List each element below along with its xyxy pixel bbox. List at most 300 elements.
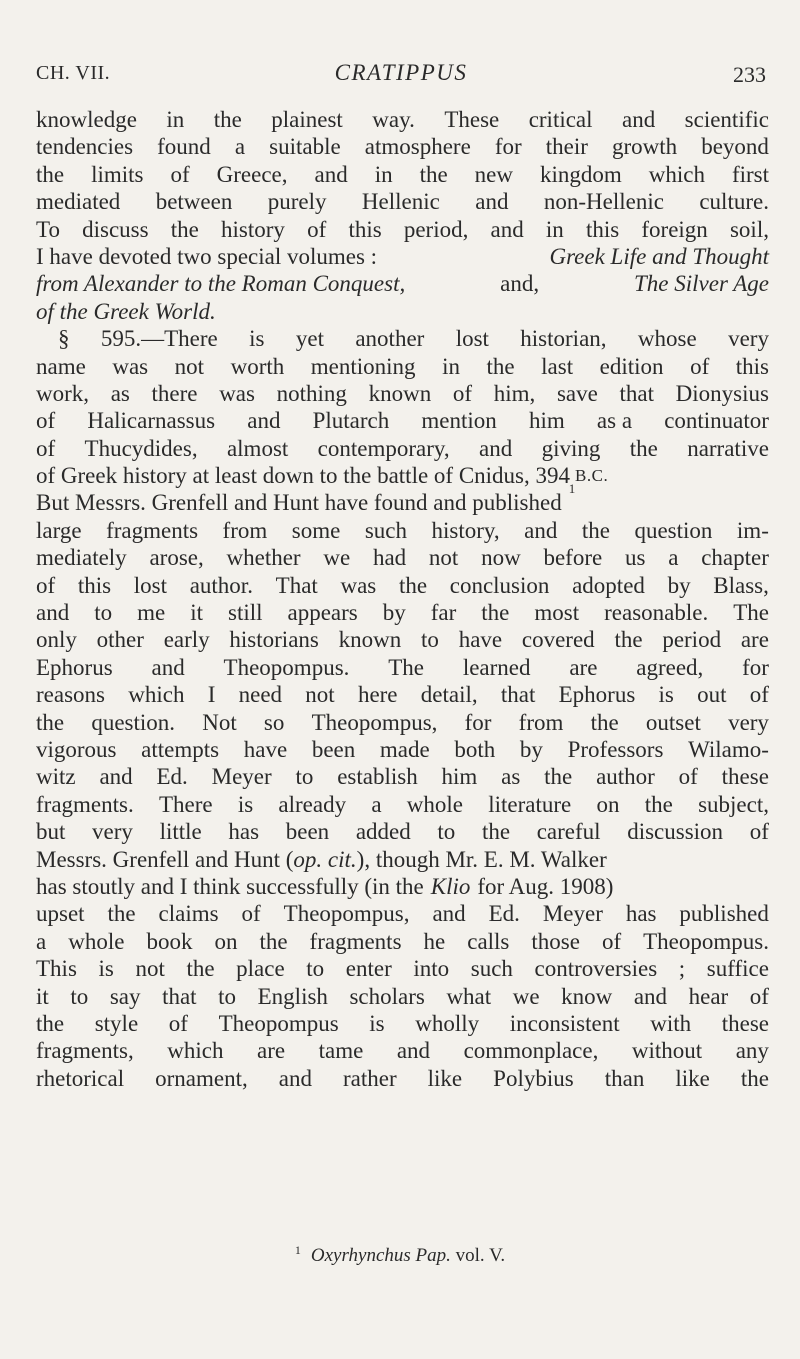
era-abbrev: B.C. (575, 466, 609, 486)
word: Meyer (542, 901, 603, 927)
word: large (36, 517, 82, 543)
word: of (241, 901, 261, 927)
word: added (355, 819, 411, 845)
word: attempts (141, 736, 220, 762)
word: To (36, 216, 60, 242)
word: is (98, 956, 114, 982)
word: witz (36, 764, 76, 790)
word: upset (36, 901, 85, 927)
word: limits (91, 161, 144, 187)
chapter-label: CH. VII. (36, 62, 111, 84)
text-run: ), though Mr. E. M. Walker (356, 846, 607, 872)
word: wholly (415, 1010, 480, 1036)
word: we (512, 983, 540, 1009)
word: a (668, 545, 679, 571)
word: yet (295, 326, 324, 352)
word: have (458, 627, 503, 653)
word: any (735, 1038, 769, 1064)
word: in (374, 161, 393, 187)
word: beyond (701, 134, 769, 160)
footnote (0, 1243, 800, 1267)
word: that (162, 983, 197, 1009)
word: and (151, 654, 185, 680)
book-title: The Silver Age (634, 271, 769, 297)
word: is (658, 682, 674, 708)
word: the (614, 627, 643, 653)
word: covered (521, 627, 595, 653)
text-line (36, 517, 769, 544)
word: early (163, 627, 210, 653)
word: the (481, 819, 511, 845)
text-line (36, 572, 769, 599)
word: what (446, 983, 492, 1009)
word: and (475, 189, 509, 215)
citation: op. cit. (293, 846, 357, 872)
text-line (36, 791, 769, 818)
word: Ephorus (36, 654, 113, 680)
word: lost (455, 326, 489, 352)
word: Theopompus. (223, 654, 350, 680)
word: their (545, 134, 588, 160)
text-run: But Messrs. Grenfell and Hunt have found and published (36, 490, 562, 516)
word: known (338, 627, 402, 653)
word: These (444, 107, 500, 132)
word: narrative (687, 435, 769, 461)
footnote-source: Oxyrhynchus Pap. (310, 1245, 451, 1266)
word: say (109, 983, 141, 1009)
word: detail, (420, 682, 478, 708)
word: already (278, 791, 347, 817)
word: growth (611, 134, 678, 160)
word: a (371, 791, 382, 817)
word: Ephorus (558, 682, 636, 708)
text-line (36, 161, 769, 188)
word: culture. (699, 189, 769, 215)
word: of (452, 380, 473, 406)
word: Theopompus. (643, 928, 769, 954)
word: for (494, 134, 522, 160)
word: had (372, 545, 407, 571)
word: 595.—There (100, 326, 218, 352)
word: of (690, 353, 710, 379)
word: rhetorical (36, 1065, 125, 1091)
word: the (36, 1010, 65, 1036)
word: the (481, 600, 510, 626)
word: Meyer (211, 764, 272, 790)
text-line (36, 626, 769, 653)
word: outset (645, 709, 701, 735)
text-line (36, 681, 769, 708)
word: such (364, 517, 407, 543)
word: been (285, 819, 330, 845)
text-line (36, 462, 769, 489)
word: ornament, (155, 1065, 248, 1091)
word: is (369, 1010, 385, 1036)
word: suitable (269, 134, 341, 160)
word: edition (599, 353, 664, 379)
word: mediated (36, 189, 121, 215)
word: here (357, 682, 398, 708)
word: period, (403, 216, 469, 242)
text-line (36, 544, 769, 571)
word: Polybius (493, 1065, 574, 1091)
text-run: for Aug. 1908) (477, 873, 614, 899)
word: period (662, 627, 722, 653)
word: to (295, 764, 314, 790)
word: and (490, 216, 524, 242)
word: which (648, 161, 705, 187)
word: been (311, 736, 356, 762)
word: Halicarnassus (87, 408, 216, 434)
word: enter (345, 956, 392, 982)
word: of (749, 819, 769, 845)
word: The (733, 600, 769, 626)
word: between (155, 189, 233, 215)
word: the (590, 709, 619, 735)
word: historian, (520, 326, 607, 352)
word: a (36, 928, 47, 954)
word: we (323, 545, 351, 571)
word: Theopompus (218, 1010, 339, 1036)
word: mediately (36, 545, 127, 571)
word: most (534, 600, 580, 626)
word: conclusion (449, 572, 550, 598)
word: me (137, 600, 166, 626)
word: whole (406, 791, 463, 817)
word: with (650, 1010, 692, 1036)
text-run: Messrs. Grenfell and Hunt ( (36, 846, 294, 872)
word: soil, (729, 216, 769, 242)
text-line (36, 955, 769, 982)
word: chapter (701, 545, 769, 571)
word: that (619, 380, 654, 406)
word: I (207, 682, 216, 708)
word: us (624, 545, 646, 571)
word: mentioning (310, 353, 416, 379)
word: establish (337, 764, 418, 790)
word: and (99, 764, 133, 790)
word: before (543, 545, 603, 571)
word: adopted (572, 572, 645, 598)
word: Professors (567, 736, 664, 762)
text-line (36, 1037, 769, 1064)
word: tame (318, 1038, 364, 1064)
word: to (218, 983, 237, 1009)
word: historians (229, 627, 319, 653)
word: and (36, 600, 70, 626)
word: foreign (641, 216, 708, 242)
word: rather (343, 1065, 397, 1091)
word: arose, (149, 545, 204, 571)
word: not (135, 956, 165, 982)
word: it (190, 600, 203, 626)
text-line (36, 873, 769, 900)
word: agreed, (636, 654, 704, 680)
text-line (36, 216, 769, 243)
word: the (186, 956, 215, 982)
word: the (644, 791, 673, 817)
word: scholars (349, 983, 425, 1009)
word: and (622, 107, 656, 132)
text-line (36, 188, 769, 215)
word: continuator (664, 408, 769, 434)
word: has (625, 901, 657, 927)
word: discussion (627, 819, 724, 845)
text-line (36, 270, 769, 297)
word: claims (158, 901, 219, 927)
word: a (234, 134, 246, 160)
word: by (382, 600, 406, 626)
word: careful (536, 819, 601, 845)
word: history, (431, 517, 500, 543)
word: and (432, 901, 466, 927)
word: suffice (706, 956, 769, 982)
word: is (249, 326, 265, 352)
text-line (36, 353, 769, 380)
text-line (36, 481, 769, 516)
word: the (544, 764, 573, 790)
text-line (36, 435, 769, 462)
word: from (222, 517, 268, 543)
text-line (36, 846, 769, 873)
word: as (501, 764, 521, 790)
word: in (545, 216, 564, 242)
word: not (428, 545, 459, 571)
word: Ed. (488, 901, 520, 927)
word: appears (287, 600, 358, 626)
word: to (437, 819, 456, 845)
text-line (36, 709, 769, 736)
text-run: and, (500, 271, 540, 297)
word: fragments (106, 517, 199, 543)
word: author. (189, 572, 253, 598)
word: new (474, 161, 513, 187)
word: the (398, 572, 428, 598)
word: and (396, 1038, 431, 1064)
word: these (721, 1010, 769, 1036)
word: out (697, 682, 727, 708)
word: and (278, 1065, 312, 1091)
word: into (413, 956, 450, 982)
word: the (486, 353, 515, 379)
word: made (379, 736, 430, 762)
word: him (441, 764, 478, 790)
word: for (464, 709, 492, 735)
word: so (263, 709, 285, 735)
word: on (214, 928, 238, 954)
word: last (541, 353, 574, 379)
word: as a (596, 408, 633, 434)
word: plainest (271, 107, 343, 132)
word: Theopompus, (311, 709, 438, 735)
text-line (36, 106, 769, 133)
word: which (128, 682, 185, 708)
word: this (77, 572, 112, 598)
text-line (36, 1010, 769, 1037)
text-line (36, 928, 769, 955)
text-run: I have devoted two special volumes : (36, 243, 378, 269)
running-title: CRATIPPUS (334, 60, 468, 85)
word: has (228, 819, 260, 845)
word: by (667, 572, 691, 598)
book-title: from Alexander to the Roman Conquest, (36, 271, 406, 297)
word: published (679, 901, 769, 927)
word: him, (493, 380, 536, 406)
word: the (36, 709, 65, 735)
word: That (275, 572, 318, 598)
text-line (36, 736, 769, 763)
book-title: Greek Life and Thought (549, 243, 769, 269)
word: to (421, 627, 439, 653)
text-line (36, 654, 769, 681)
text-line (36, 983, 769, 1010)
word: as (110, 380, 130, 406)
page-number: 233 (733, 62, 766, 87)
word: nothing (276, 380, 347, 406)
word: another (355, 326, 425, 352)
word: of (678, 764, 698, 790)
word: without (631, 1038, 703, 1064)
word: Dionysius (675, 380, 769, 406)
word: Greece, (216, 161, 288, 187)
word: to (306, 956, 325, 982)
word: work, (36, 380, 90, 406)
word: English (257, 983, 328, 1009)
word: are (257, 1038, 286, 1064)
word: contemporary, (317, 435, 450, 461)
text-line (36, 599, 769, 626)
word: like (427, 1065, 463, 1091)
word: tendencies (36, 134, 134, 160)
word: first (731, 161, 769, 187)
word: by (519, 736, 543, 762)
word: way. (372, 107, 415, 132)
word: was (112, 353, 149, 379)
word: found (157, 134, 211, 160)
word: of (749, 682, 769, 708)
word: author (596, 764, 655, 790)
word: in (442, 353, 460, 379)
footnote-mark: 1 (294, 1243, 301, 1257)
word: fragments. (36, 791, 134, 817)
word: Theopompus, (283, 901, 410, 927)
word: of (36, 408, 56, 434)
word: other (96, 627, 144, 653)
word: and (247, 408, 281, 434)
word: like (675, 1065, 710, 1091)
word: not (305, 682, 335, 708)
word: him (528, 408, 565, 434)
word: literature (488, 791, 572, 817)
word: place (236, 956, 285, 982)
word: controversies (534, 956, 658, 982)
word: very (728, 709, 769, 735)
word: those (531, 928, 580, 954)
word: are (569, 654, 598, 680)
word: the (259, 928, 288, 954)
word: of (36, 572, 56, 598)
word: very (92, 819, 133, 845)
word: inconsistent (509, 1010, 620, 1036)
running-head (36, 60, 766, 90)
text-line (36, 763, 769, 790)
word: book (146, 928, 193, 954)
word: knowledge (36, 107, 137, 132)
word: Not (202, 709, 237, 735)
word: kingdom (539, 161, 622, 187)
word: non-Hellenic (543, 189, 664, 215)
word: such (470, 956, 513, 982)
word: subject, (698, 791, 769, 817)
word: There (158, 791, 213, 817)
word: reasonable. (604, 600, 709, 626)
word: known (368, 380, 432, 406)
word: to (94, 600, 113, 626)
word: both (454, 736, 496, 762)
word: scientific (684, 107, 769, 132)
word: of (307, 216, 327, 242)
text-line (36, 900, 769, 927)
word: discuss (82, 216, 149, 242)
word: only (36, 627, 77, 653)
text-run: of Greek history at least down to the battle of Cnidus, 394 (36, 463, 571, 489)
word: the (419, 161, 448, 187)
word: learned (462, 654, 531, 680)
footnote-volume: vol. V. (455, 1245, 506, 1266)
word: of (170, 161, 190, 187)
word: § (58, 326, 70, 352)
journal-title: Klio (430, 873, 471, 899)
word: vigorous (36, 736, 117, 762)
word: the (170, 216, 199, 242)
word: have (243, 736, 288, 762)
word: whole (68, 928, 125, 954)
word: in (166, 107, 185, 132)
text-line (36, 133, 769, 160)
word: the (107, 901, 136, 927)
word: name (36, 353, 86, 379)
word: calls (467, 928, 510, 954)
word: question. (91, 709, 176, 735)
word: This (36, 956, 77, 982)
word: it (36, 983, 49, 1009)
word: atmosphere (364, 134, 471, 160)
word: purely (267, 189, 327, 215)
word: need (238, 682, 283, 708)
word: fragments (309, 928, 402, 954)
word: The (388, 654, 424, 680)
word: question (634, 517, 713, 543)
word: and (633, 983, 668, 1009)
word: he (423, 928, 446, 954)
word: which (167, 1038, 224, 1064)
word: on (596, 791, 620, 817)
word: there (151, 380, 198, 406)
footnote-ref: 1 (568, 481, 576, 497)
word: still (228, 600, 263, 626)
word: hear (688, 983, 729, 1009)
word: are (740, 627, 769, 653)
word: know (561, 983, 613, 1009)
word: some (291, 517, 341, 543)
word: of (168, 1010, 188, 1036)
word: the (213, 107, 242, 132)
word: not (174, 353, 205, 379)
word: critical (528, 107, 593, 132)
word: fragments, (36, 1038, 134, 1064)
text-line (36, 325, 769, 352)
text-line (36, 818, 769, 845)
